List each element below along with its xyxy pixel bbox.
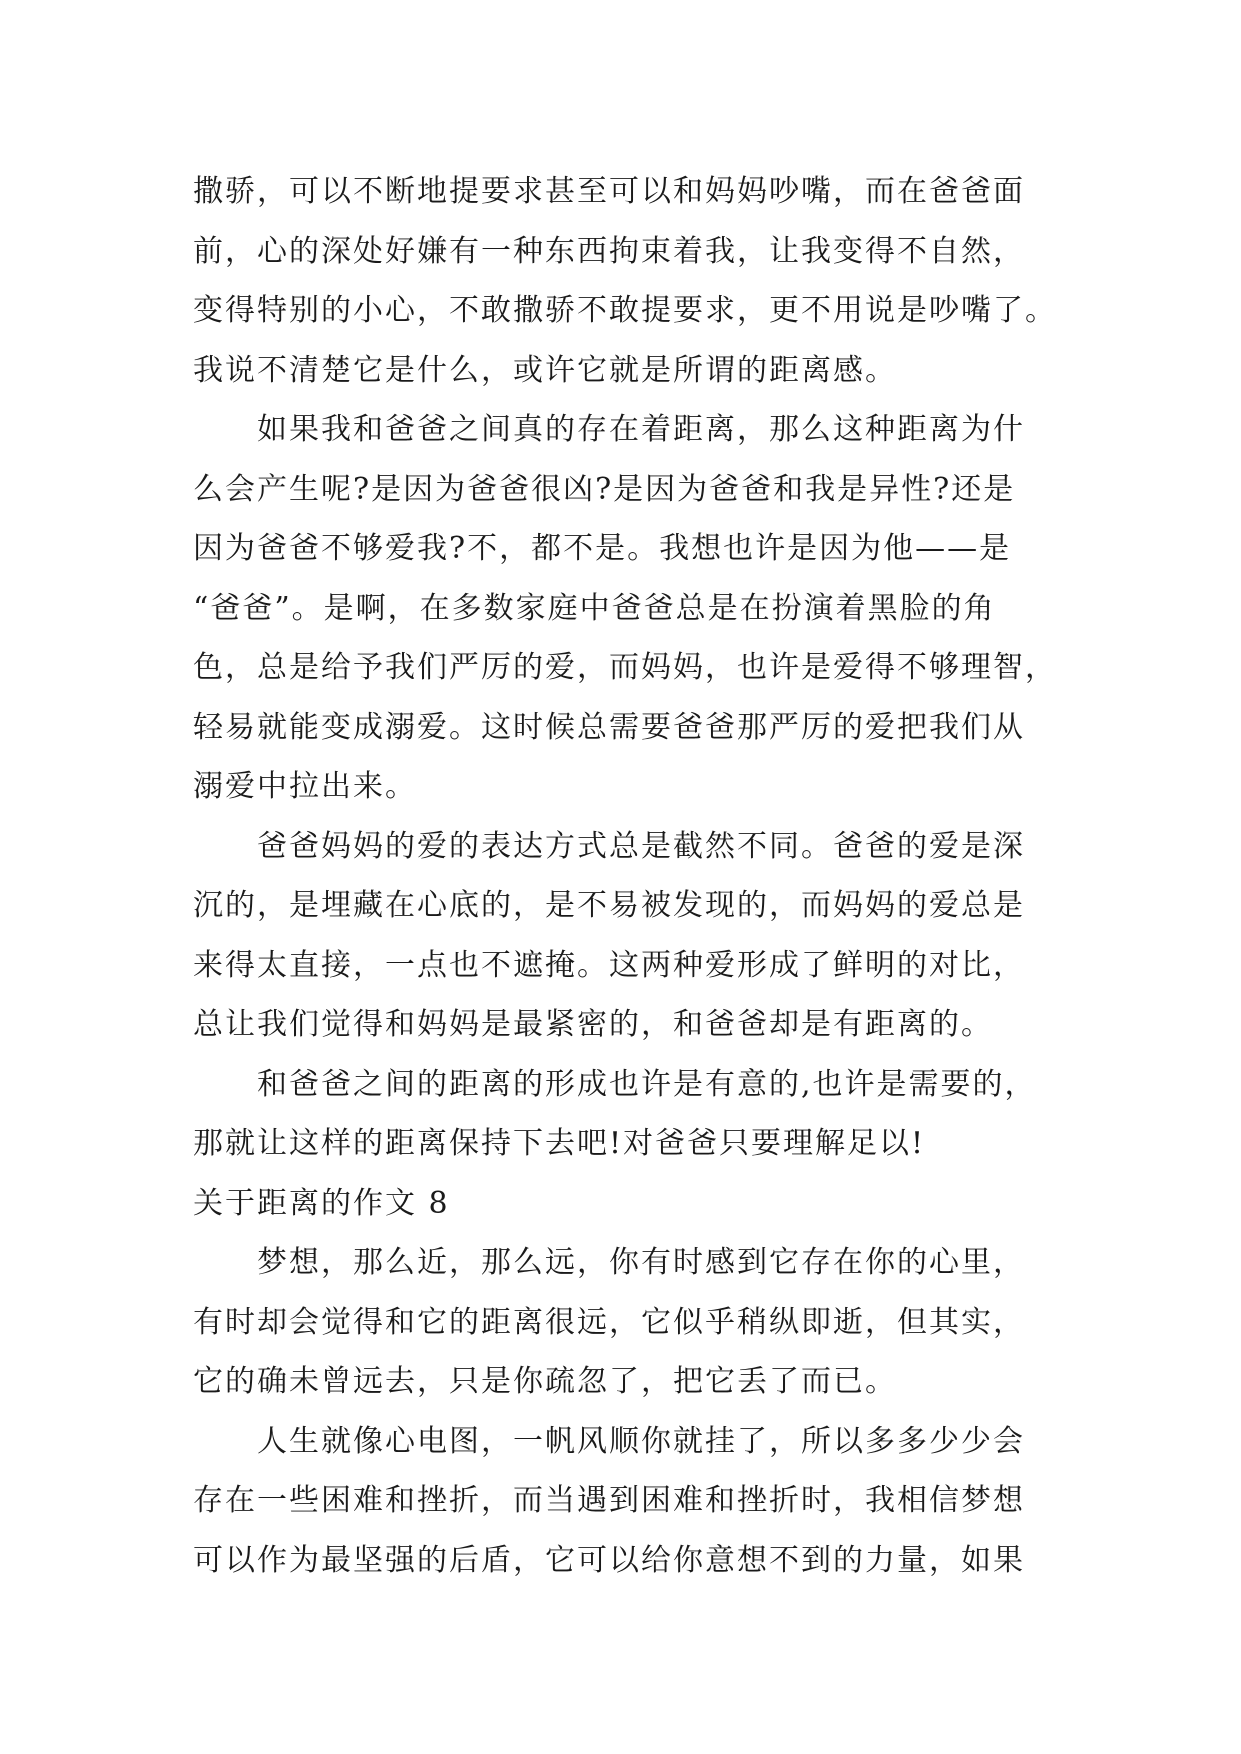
text-line: 色，总是给予我们严厉的爱，而妈妈，也许是爱得不够理智， (193, 650, 1057, 685)
text-line: 变得特别的小心，不敢撒骄不敢提要求，更不用说是吵嘴了。 (193, 293, 1057, 328)
text-line: 存在一些困难和挫折，而当遇到困难和挫折时，我相信梦想 (193, 1483, 1025, 1518)
paragraph-first-line: 人生就像心电图，一帆风顺你就挂了，所以多多少少会 (257, 1423, 1025, 1459)
text-line: 轻易就能变成溺爱。这时候总需要爸爸那严厉的爱把我们从 (193, 709, 1025, 745)
text-line: 么会产生呢?是因为爸爸很凶?是因为爸爸和我是异性?还是 (193, 471, 1016, 507)
section-heading: 关于距离的作文 8 (193, 1185, 450, 1221)
text-line: 撒骄，可以不断地提要求甚至可以和妈妈吵嘴，而在爸爸面 (193, 174, 1025, 209)
text-line: 沉的，是埋藏在心底的，是不易被发现的，而妈妈的爱总是 (193, 888, 1025, 923)
paragraph-first-line: 爸爸妈妈的爱的表达方式总是截然不同。爸爸的爱是深 (257, 828, 1025, 864)
text-line: 那就让这样的距离保持下去吧!对爸爸只要理解足以! (193, 1126, 926, 1161)
text-line: 来得太直接，一点也不遮掩。这两种爱形成了鲜明的对比， (193, 947, 1025, 983)
paragraph-first-line: 梦想，那么近，那么远，你有时感到它存在你的心里， (257, 1245, 1025, 1280)
paragraph-first-line: 和爸爸之间的距离的形成也许是有意的,也许是需要的， (257, 1066, 1037, 1102)
paragraph-first-line: 如果我和爸爸之间真的存在着距离，那么这种距离为什 (257, 412, 1025, 447)
text-line: 前，心的深处好嫌有一种东西拘束着我，让我变得不自然， (193, 233, 1025, 269)
text-line: 它的确未曾远去，只是你疏忽了，把它丢了而已。 (193, 1364, 897, 1399)
text-line: 可以作为最坚强的后盾，它可以给你意想不到的力量，如果 (193, 1542, 1025, 1578)
text-line: 有时却会觉得和它的距离很远，它似乎稍纵即逝，但其实， (193, 1304, 1025, 1340)
text-line: 溺爱中拉出来。 (193, 769, 417, 804)
text-line: 我说不清楚它是什么，或许它就是所谓的距离感。 (193, 352, 897, 388)
text-line: “爸爸”。是啊，在多数家庭中爸爸总是在扮演着黑脸的角 (193, 590, 996, 626)
document-body (193, 162, 1057, 1590)
text-line: 因为爸爸不够爱我?不，都不是。我想也许是因为他——是 (193, 531, 1012, 566)
text-line: 总让我们觉得和妈妈是最紧密的，和爸爸却是有距离的。 (193, 1007, 993, 1042)
